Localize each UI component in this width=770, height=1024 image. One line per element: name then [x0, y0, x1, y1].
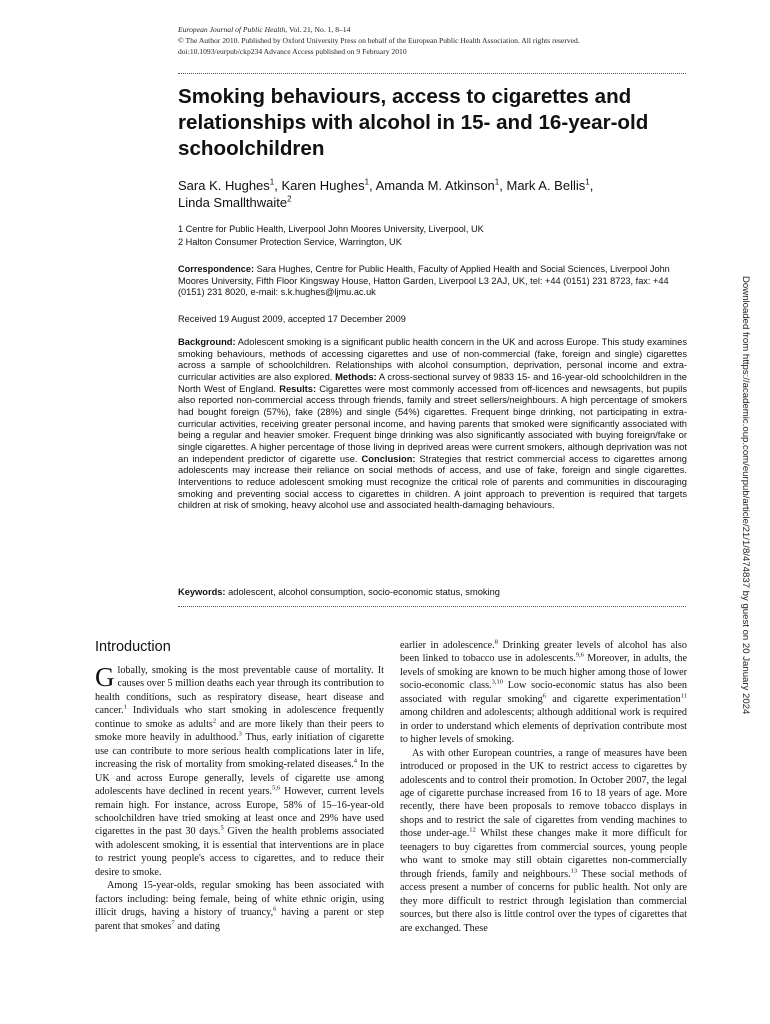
abstract-conclusion: Strategies that restrict commercial access to cigarettes among adolescents may increase their reliance on social methods of access, and use of fake, foreign and single cigarettes. Interventions to reduce adolescent smoking must recognize the critical role of parents and communities in discouraging smoking and preventing social access to cigarettes in children. A joint approach to prevention is required that targets children at risk of smoking, heavy alcohol use and associated health-damaging behaviours. — [178, 453, 688, 511]
author-name: Linda Smallthwaite — [178, 195, 288, 210]
author-affiliation-mark: 1 — [494, 177, 500, 187]
affiliations — [178, 223, 678, 249]
citation-mark: 12 — [469, 826, 476, 834]
abstract-results-label: Results: — [279, 383, 317, 394]
body-column-right — [400, 639, 687, 935]
paragraph — [95, 664, 384, 879]
journal-header — [178, 24, 690, 57]
paragraph — [400, 747, 687, 935]
paragraph-text: Among 15-year-olds, regular smoking has been associated with factors including: being female, being of white ethnic origin, using illicit drugs, having a history of truancy,$^6$ having a parent or step parent that smokes$^7$ and dating — [95, 880, 384, 932]
paragraph — [400, 639, 687, 747]
article-title: Smoking behaviours, access to cigarettes and relationships with alcohol in 15- and 16-year-old schoolchildren — [178, 85, 649, 160]
correspondence-text: Sara Hughes, Centre for Public Health, Faculty of Applied Health and Social Sciences, Liverpool John Moores University, Fifth Floor Kingsway House, Hatton Garden, Liverpool L3 2AJ, UK, tel: +44 (0151) 231 8723, fax: +44 (0151) 231 8020, e-mail: s.k.hughes@ljmu.ac.uk — [178, 264, 670, 298]
correspondence — [178, 264, 688, 299]
citation-mark: 8 — [494, 638, 498, 646]
abstract-conclusion-label: Conclusion: — [361, 453, 416, 464]
citation-mark: 11 — [680, 692, 687, 700]
citation-mark: 6 — [542, 692, 546, 700]
author-name: Mark A. Bellis — [506, 178, 586, 193]
keywords-text: adolescent, alcohol consumption, socio-economic status, smoking — [225, 587, 500, 597]
citation-mark: 5 — [220, 825, 224, 833]
author-list — [178, 177, 678, 211]
abstract-background-label: Background: — [178, 337, 236, 347]
author-name: Amanda M. Atkinson — [375, 178, 495, 193]
download-note: Downloaded from https://academic.oup.com/eurpub/article/21/1/8/474837 by guest on 20 January 2024 — [740, 276, 751, 715]
author-name: Sara K. Hughes — [178, 178, 270, 193]
citation-mark: 9,6 — [575, 652, 584, 660]
volume-info: , Vol. 21, No. 1, 8–14 — [285, 25, 351, 34]
author-affiliation-mark: 2 — [287, 194, 292, 204]
download-sidebar — [740, 276, 762, 996]
header-divider — [178, 73, 686, 74]
keywords-label: Keywords: — [178, 587, 226, 597]
paragraph-text: lobally, smoking is the most preventable cause of mortality. It causes over 5 million deaths each year through its contribution to health conditions, such as respiratory disease, heart disease and cancer.$^1$ Individuals who start smoking in adolescence frequently continue to smoke as adults$^2$ and are more likely than their peers to smoke more heavily in adulthood.$^3$ Thus, early initiation of cigarette use can contribute to more serious health complications later in life, increasing the risk of mortality from smoking-related diseases.$^4$ In the UK and across Europe generally, levels of cigarette use among adolescents have declined in recent years.$^{5,6}$ However, current levels remain high. For instance, across Europe, 58% of 15–16-year-old schoolchildren have tried smoking at least once and 29% have used cigarettes in the past 30 days.$^5$ Given the health problems associated with adolescent smoking, it is essential that interventions are in place to restrict young people's access to cigarettes, and to reduce their desire to smoke. — [95, 665, 385, 878]
affiliation-item: 2 Halton Consumer Protection Service, Warrington, UK — [178, 237, 402, 247]
drop-cap: G — [95, 662, 115, 692]
citation-mark: 6 — [273, 905, 277, 913]
abstract-results: Cigarettes were most commonly accessed from off-licences and newsagents, but pupils also reported non-commercial access through friends, family and street sellers/neighbours. A high percentage of smokers had bought foreign (57%), fake (28%) and single (54%) cigarettes. Frequent binge drinking, not participating in extra-curricular activities, receiving greater personal income, and having parents that smoked were significantly associated with being a regular and heavier smoker. Frequent binge drinking was also significantly associated with buying foreign/fake or single cigarettes. A higher percentage of those living in deprived areas were current smokers, although deprivation was not an independent predictor of cigarette use. — [178, 383, 688, 464]
abstract — [178, 337, 687, 512]
journal-name: European Journal of Public Health — [178, 25, 286, 34]
abstract-divider — [178, 606, 686, 607]
paragraph — [95, 879, 384, 933]
citation-mark: 2 — [212, 717, 217, 725]
received-dates: Received 19 August 2009, accepted 17 December 2009 — [178, 314, 406, 324]
paragraph-text: As with other European countries, a range of measures have been introduced or proposed in the UK to restrict access to cigarettes by adolescents and to control their promotion. In October 2007, the legal age of cigarette purchase increased from 16 to 18 years of age. More recently, there have been proposals to remove tobacco displays in shops and to restrict the sale of cigarettes from vending machines to those under-age.$^{12}$ Whilst these changes make it more difficult for teenagers to buy cigarettes from commercial sources, young people who want to smoke may still obtain cigarettes non-commercially through friends, family and neighbours.$^{13}$ These social methods of access present a number of concerns for public health. Not only are they more difficult to restrict through legislation than commercial sources, but there also is little control over the types of cigarettes that are exchanged. These — [400, 747, 687, 934]
journal-citation — [178, 24, 690, 35]
citation-mark: 7 — [171, 919, 175, 927]
copyright-line: © The Author 2010. Published by Oxford University Press on behalf of the European Public Health Association. All rights reserved. — [178, 36, 580, 45]
abstract-methods-label: Methods: — [335, 371, 377, 382]
abstract-methods: A cross-sectional survey of 9833 15- and 16-year-old schoolchildren in the North West of England. — [178, 371, 687, 394]
citation-mark: 13 — [570, 867, 578, 875]
affiliation-item: 1 Centre for Public Health, Liverpool John Moores University, Liverpool, UK — [178, 224, 484, 234]
author-name: Karen Hughes — [281, 178, 365, 193]
section-heading-introduction: Introduction — [95, 639, 171, 655]
citation-mark: 3 — [238, 730, 242, 738]
author-separator: , — [274, 178, 282, 193]
author-separator: , — [369, 178, 376, 193]
citation-mark: 4 — [353, 757, 357, 765]
author-separator: , — [499, 178, 507, 193]
author-separator: , — [589, 178, 594, 193]
citation-mark: 1 — [123, 703, 127, 711]
body-column-left — [95, 664, 384, 933]
author-affiliation-mark: 1 — [269, 177, 275, 187]
abstract-background: Adolescent smoking is a significant public health concern in the UK and across Europe. This study examines smoking behaviours, methods of accessing cigarettes and use of non-commercial (fake, foreign and single) cigarettes across a sample of schoolchildren. Relationships with alcohol consumption, deprivation, personal income and extra-curricular activities are also explored. — [178, 337, 687, 382]
author-affiliation-mark: 1 — [364, 177, 370, 187]
correspondence-label: Correspondence: — [178, 264, 255, 274]
doi-line: doi:10.1093/eurpub/ckp234 Advance Access published on 9 February 2010 — [178, 47, 407, 56]
keywords — [178, 587, 688, 597]
author-affiliation-mark: 1 — [585, 177, 590, 187]
paragraph-text: earlier in adolescence.$^8$ Drinking greater levels of alcohol has also been linked to tobacco use in adolescents.$^{9,6}$ Moreover, in adults, the levels of smoking are known to be much higher among those of lower socio-economic class.$^{3,10}$ Low socio-economic status has also been associated with regular smoking$^6$ and cigarette experimentation$^{11}$ among children and adolescents; although additional work is required in order to understand which elements of deprivation contribute most to higher levels of smoking. — [400, 638, 688, 746]
citation-mark: 3,10 — [491, 678, 503, 686]
citation-mark: 5,6 — [272, 784, 281, 792]
